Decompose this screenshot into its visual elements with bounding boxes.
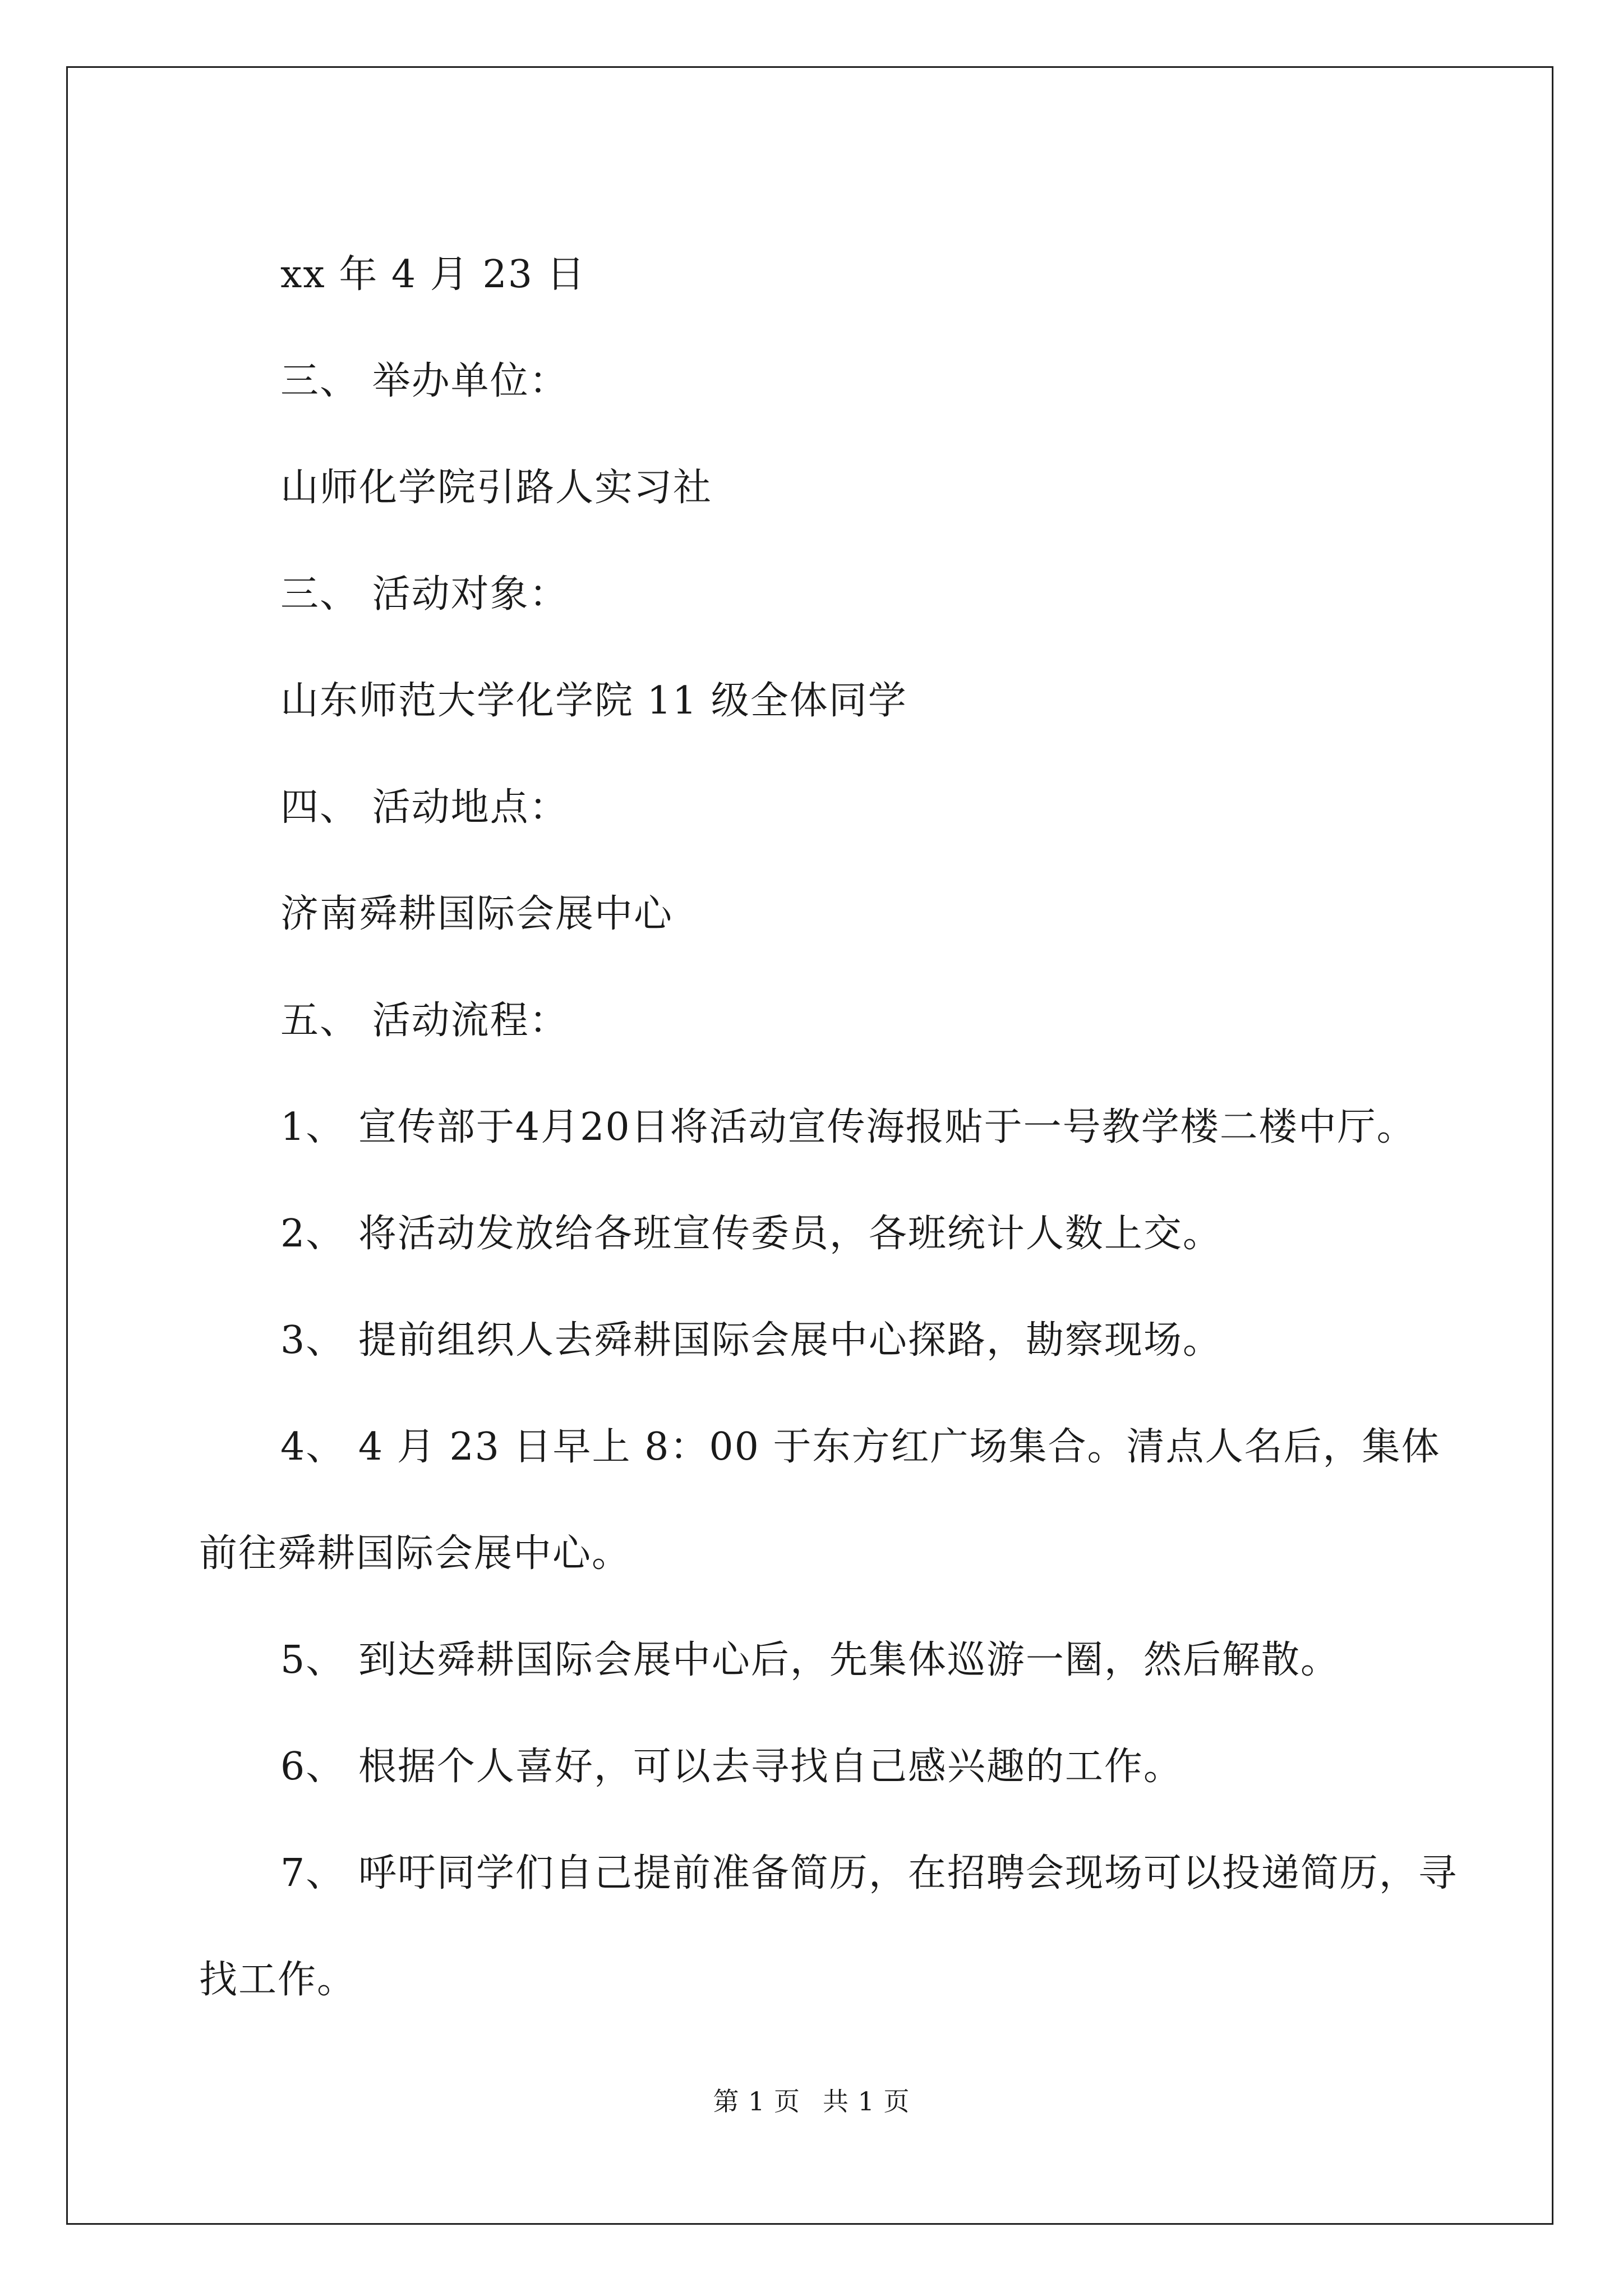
- process-step: 3、 提前组织人去舜耕国际会展中心探路，勘察现场。: [280, 1318, 1222, 1363]
- document-body: [199, 222, 1461, 2033]
- process-step: 4、 4 月 23 日早上 8：00 于东方红广场集合。清点人名后，集体前往舜耕国际会展中心。: [199, 1425, 1441, 1576]
- section-heading-process: 五、 活动流程：: [280, 999, 569, 1043]
- process-step: 2、 将活动发放给各班宣传委员，各班统计人数上交。: [280, 1212, 1222, 1256]
- date-line: xx 年 4 月 23 日: [280, 252, 586, 297]
- page-number-total: 共 1 页: [823, 2086, 910, 2116]
- section-heading-location: 四、 活动地点：: [280, 785, 569, 830]
- page-footer: [0, 2081, 1623, 2118]
- process-step: 6、 根据个人喜好，可以去寻找自己感兴趣的工作。: [280, 1745, 1183, 1789]
- location-text: 济南舜耕国际会展中心: [280, 892, 674, 936]
- section-heading-audience: 三、 活动对象：: [280, 572, 569, 616]
- page-number-current: 第 1 页: [713, 2086, 800, 2116]
- audience-text: 山东师范大学化学院 11 级全体同学: [280, 679, 907, 723]
- process-step: 7、 呼吁同学们自己提前准备简历，在招聘会现场可以投递简历，寻找工作。: [199, 1851, 1458, 2002]
- organizer-text: 山师化学院引路人实习社: [280, 466, 713, 510]
- process-step: 1、 宣传部于4月20日将活动宣传海报贴于一号教学楼二楼中厅。: [280, 1105, 1416, 1149]
- section-heading-organizer: 三、 举办单位：: [280, 359, 569, 403]
- process-step: 5、 到达舜耕国际会展中心后，先集体巡游一圈，然后解散。: [280, 1638, 1340, 1682]
